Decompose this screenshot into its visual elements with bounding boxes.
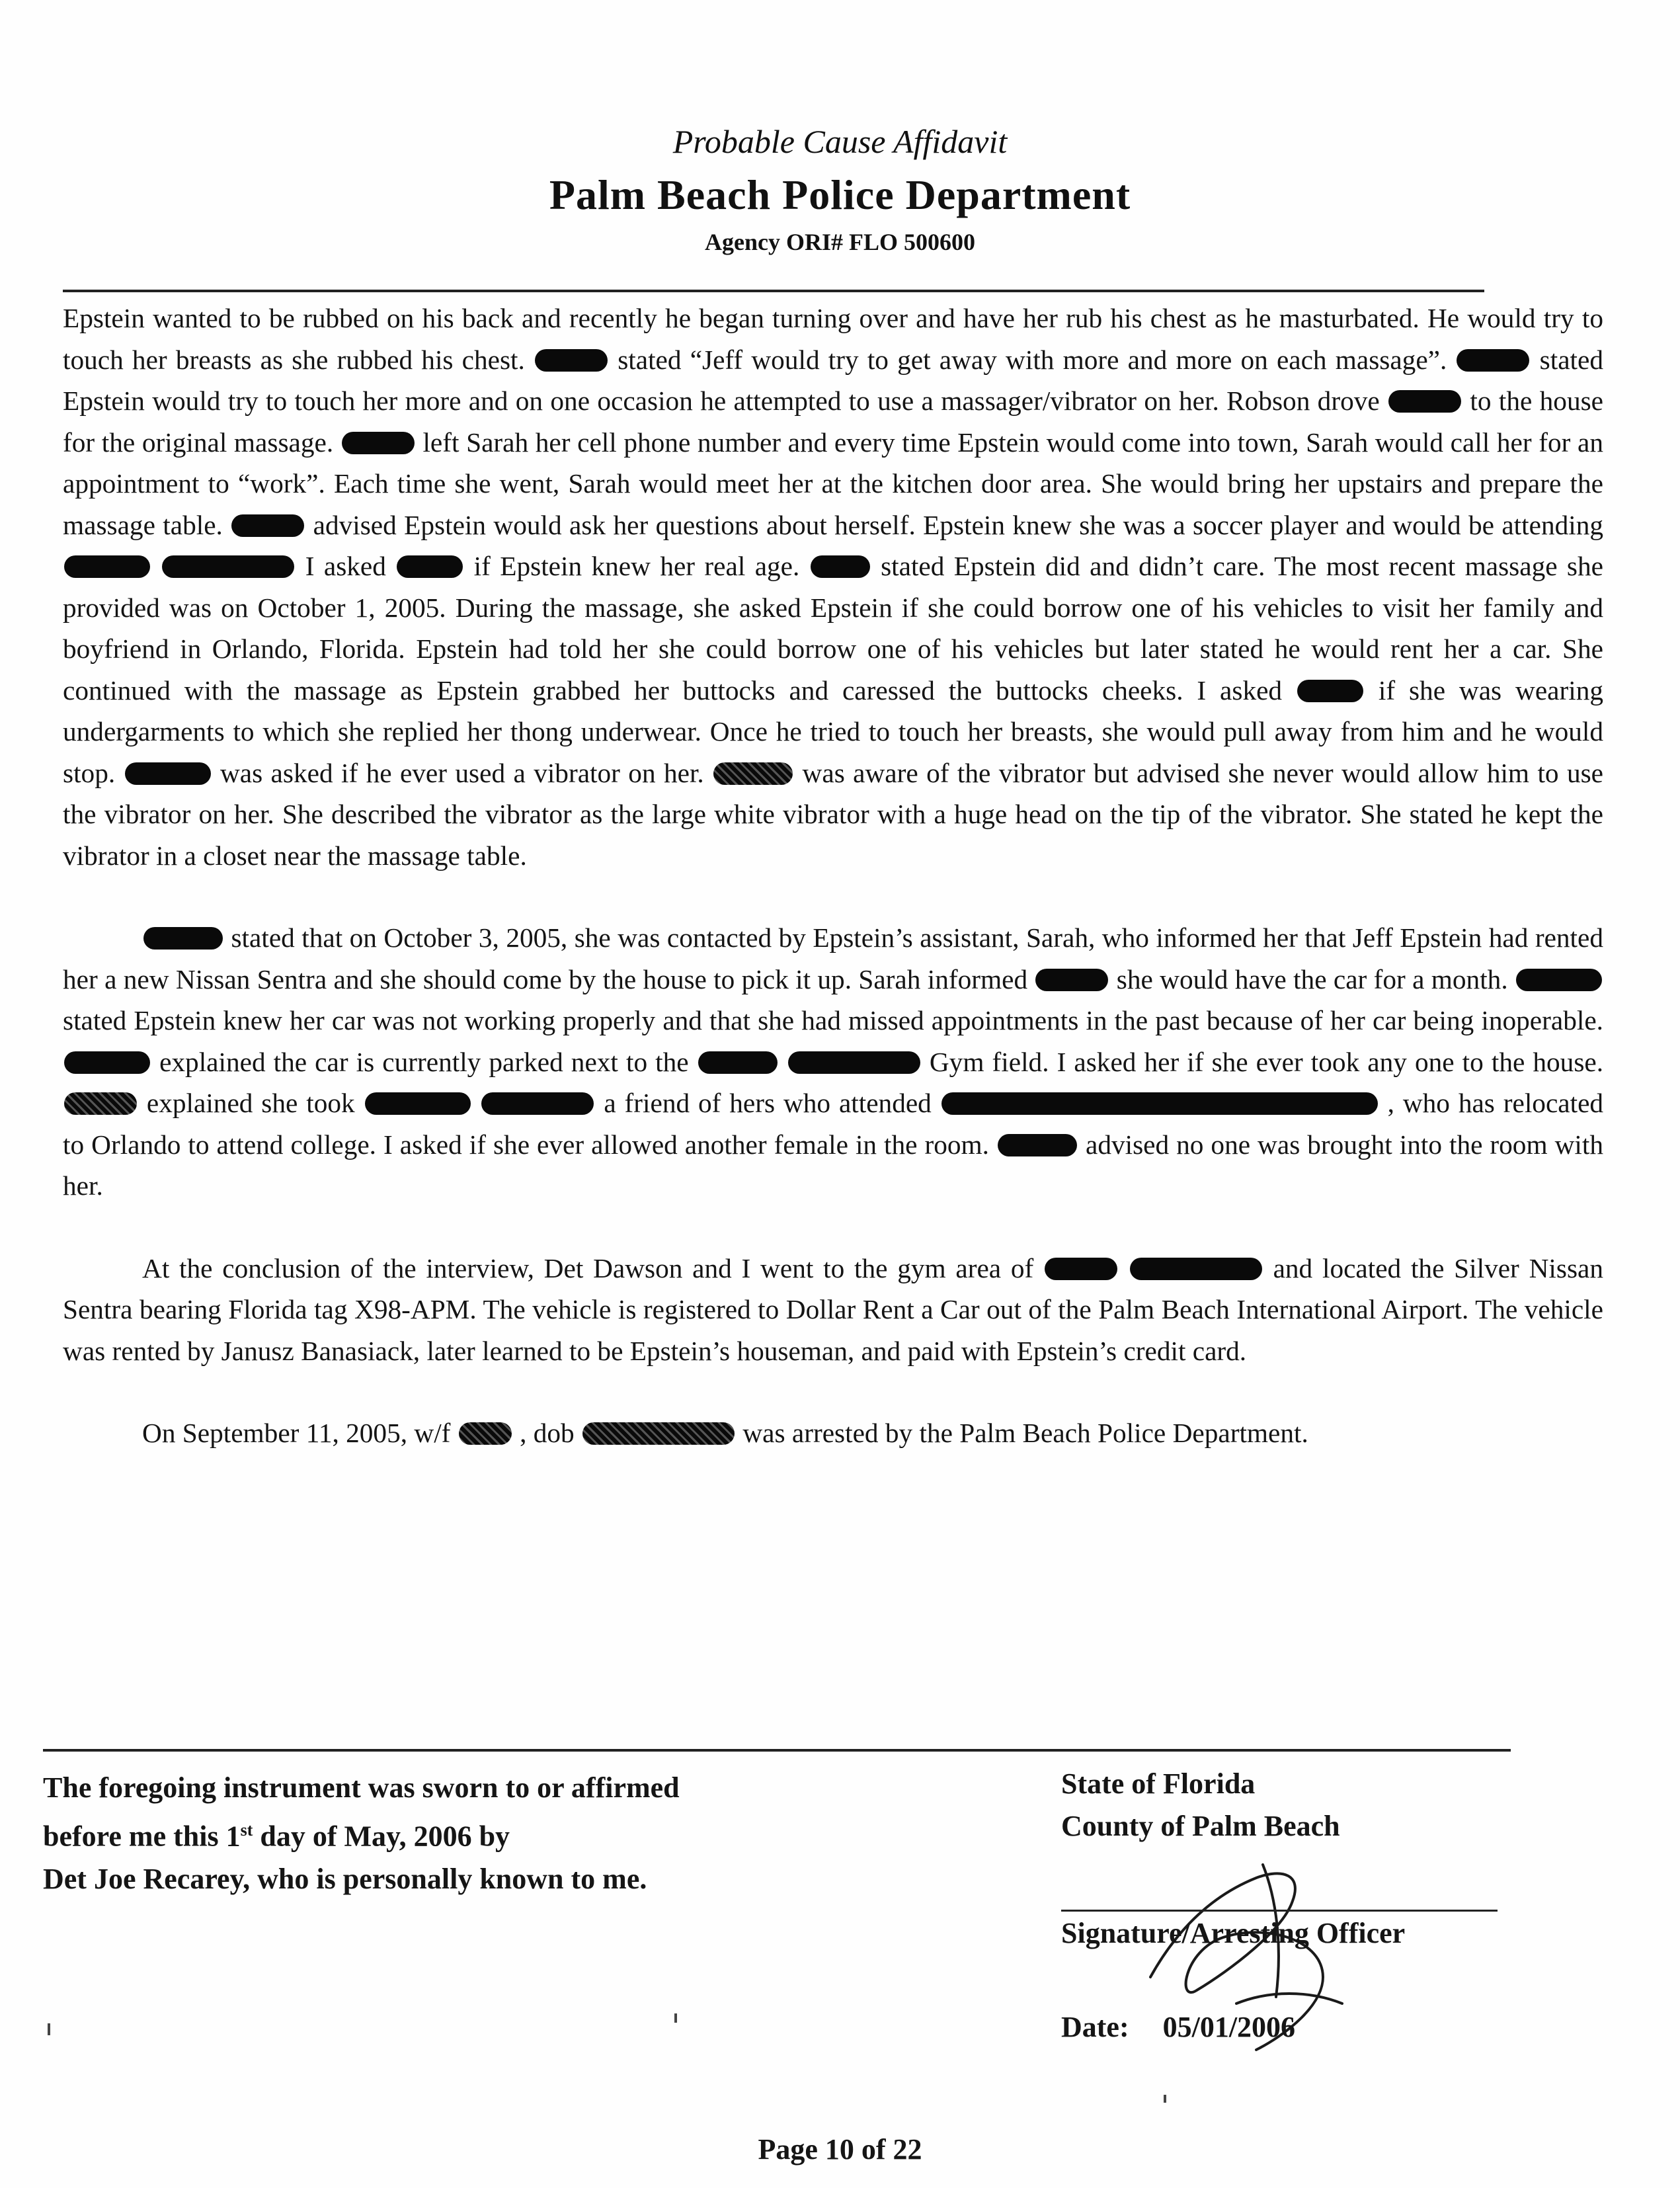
redaction-mark: [342, 432, 415, 454]
redaction-mark: [811, 555, 870, 578]
text-run: a friend of hers who attended: [604, 1088, 932, 1118]
text-run: explained the car is currently parked next to the: [159, 1046, 689, 1077]
date-value: 05/01/2006: [1162, 2011, 1296, 2043]
redaction-mark: [998, 1134, 1077, 1156]
paragraph-3: [63, 1248, 1603, 1372]
oath-date-suffix: st: [240, 1820, 253, 1840]
redaction-mark: [713, 762, 793, 785]
signature-line: [1061, 1910, 1498, 1912]
redaction-mark: [459, 1422, 512, 1445]
text-run: advised Epstein would ask her questions about herself. Epstein knew she was a soccer player and would be attending: [313, 509, 1604, 540]
document-title: Palm Beach Police Department: [549, 171, 1131, 218]
redaction-mark: [1297, 680, 1363, 702]
redaction-mark: [365, 1092, 471, 1115]
paragraph-4: [63, 1412, 1603, 1454]
text-run: stated that on October 3, 2005, she was contacted by Epstein’s assistant, Sarah, who informed her that Jeff Epstein had rented her a new Nissan Sentra and she should come by the house to pick it up. Sarah informed: [63, 922, 1603, 994]
redaction-mark: [1130, 1258, 1262, 1280]
affidavit-body: [63, 298, 1603, 1454]
header-rule: [63, 290, 1484, 292]
oath-line-1: The foregoing instrument was sworn to or affirmed: [43, 1771, 680, 1804]
redaction-mark: [1516, 969, 1602, 991]
text-run: stated Epstein did and didn’t care. The most recent massage she provided was on October 1, 2005. During the massage, she asked Epstein if she could borrow one of his vehicles to visit her family and boyfriend in Orlando, Florida. Epstein had told her she could borrow one of his vehicles but later stated he would rent her a car. She continued with the massage as Epstein grabbed her buttocks and caressed the buttocks cheeks. I asked: [63, 551, 1603, 706]
redaction-mark: [143, 927, 223, 950]
jurisdiction-block: [1061, 1763, 1656, 1847]
scan-speck: [1164, 2095, 1166, 2103]
text-run: if she was wearing undergarments to which she replied her thong underwear. Once he tried to touch her breasts, she would pull away from him and he would stop.: [63, 674, 1604, 788]
text-run: was aware of the vibrator but advised she never would allow him to use the vibrator on her. She described the vibrator as the large white vibrator with a huge head on the tip of the vibrator. She stated he kept the vibrator in a closet near the massage table.: [63, 757, 1604, 871]
oath-line-3: Det Joe Recarey, who is personally known to me.: [43, 1862, 647, 1895]
text-run: to the house for the original massage.: [63, 385, 1604, 458]
oath-date-text: before me this 1: [43, 1820, 241, 1853]
text-run: , who has relocated to Orlando to attend college. I asked if she ever allowed another female in the room.: [63, 1088, 1604, 1160]
redaction-mark: [698, 1051, 778, 1074]
text-run: advised no one was brought into the room with her.: [63, 1129, 1603, 1201]
state-label: State of Florida: [1061, 1767, 1256, 1800]
redaction-mark: [582, 1422, 735, 1445]
paragraph-1: [63, 298, 1603, 876]
footer-rule: [43, 1749, 1511, 1752]
document-subtitle: Probable Cause Affidavit: [672, 123, 1008, 160]
text-run: was asked if he ever used a vibrator on her.: [220, 757, 704, 788]
redaction-mark: [1388, 390, 1461, 413]
text-run: At the conclusion of the interview, Det Dawson and I went to the gym area of: [142, 1252, 1034, 1283]
redaction-mark: [481, 1092, 594, 1115]
redaction-mark: [941, 1092, 1378, 1115]
date-label: Date:: [1061, 2011, 1129, 2043]
page-number: Page 10 of 22: [758, 2133, 922, 2166]
redaction-mark: [1045, 1258, 1117, 1280]
text-run: , dob: [520, 1418, 575, 1448]
redaction-mark: [1035, 969, 1108, 991]
redaction-mark: [397, 555, 463, 578]
text-run: she would have the car for a month.: [1116, 963, 1508, 994]
text-run: stated “Jeff would try to get away with more and more on each massage”.: [618, 344, 1447, 375]
agency-ori: Agency ORI# FLO 500600: [705, 229, 975, 255]
redaction-mark: [64, 1051, 150, 1074]
redaction-mark: [64, 1092, 137, 1115]
text-run: Epstein wanted to be rubbed on his back and recently he began turning over and have her rub his chest as he masturbated. He would try to touch her breasts as she rubbed his chest.: [63, 303, 1603, 375]
signature-date: [1061, 2010, 1295, 2044]
redaction-mark: [788, 1051, 920, 1074]
text-run: I asked: [305, 551, 386, 581]
text-run: stated Epstein knew her car was not working properly and that she had missed appointments in the past because of her car being inoperable.: [63, 1005, 1603, 1035]
county-label: County of Palm Beach: [1061, 1810, 1340, 1842]
scan-speck: [674, 2013, 677, 2023]
oath-date-rest: day of May, 2006 by: [253, 1820, 510, 1853]
redaction-mark: [231, 514, 304, 537]
text-run: was arrested by the Palm Beach Police Department.: [742, 1418, 1308, 1448]
text-run: On September 11, 2005, w/f: [142, 1418, 451, 1448]
oath-line-2: [43, 1809, 836, 1858]
text-run: if Epstein knew her real age.: [473, 551, 800, 581]
text-run: and located the Silver Nissan Sentra bearing Florida tag X98-APM. The vehicle is registered to Dollar Rent a Car out of the Palm Beach International Airport. The vehicle was rented by Janusz Banasiack, later learned to be Epstein’s houseman, and paid with Epstein’s credit card.: [63, 1252, 1603, 1366]
redaction-mark: [1457, 349, 1529, 372]
text-run: left Sarah her cell phone number and every time Epstein would come into town, Sarah would call her for an appointment to “work”. Each time she went, Sarah would meet her at the kitchen door area. She would bring her upstairs and prepare the massage table.: [63, 426, 1604, 540]
text-run: stated Epstein would try to touch her more and on one occasion he attempted to use a massager/vibrator on her. Robson drove: [63, 344, 1603, 416]
paragraph-2: [63, 917, 1603, 1207]
redaction-mark: [125, 762, 211, 785]
redaction-mark: [162, 555, 294, 578]
redaction-mark: [535, 349, 608, 372]
oath-statement: [43, 1767, 836, 1900]
signature-label: Signature/Arresting Officer: [1061, 1917, 1406, 1949]
text-run: explained she took: [146, 1088, 355, 1118]
redaction-mark: [64, 555, 150, 578]
scan-speck: [48, 2023, 50, 2035]
text-run: Gym field. I asked her if she ever took any one to the house.: [929, 1046, 1604, 1077]
